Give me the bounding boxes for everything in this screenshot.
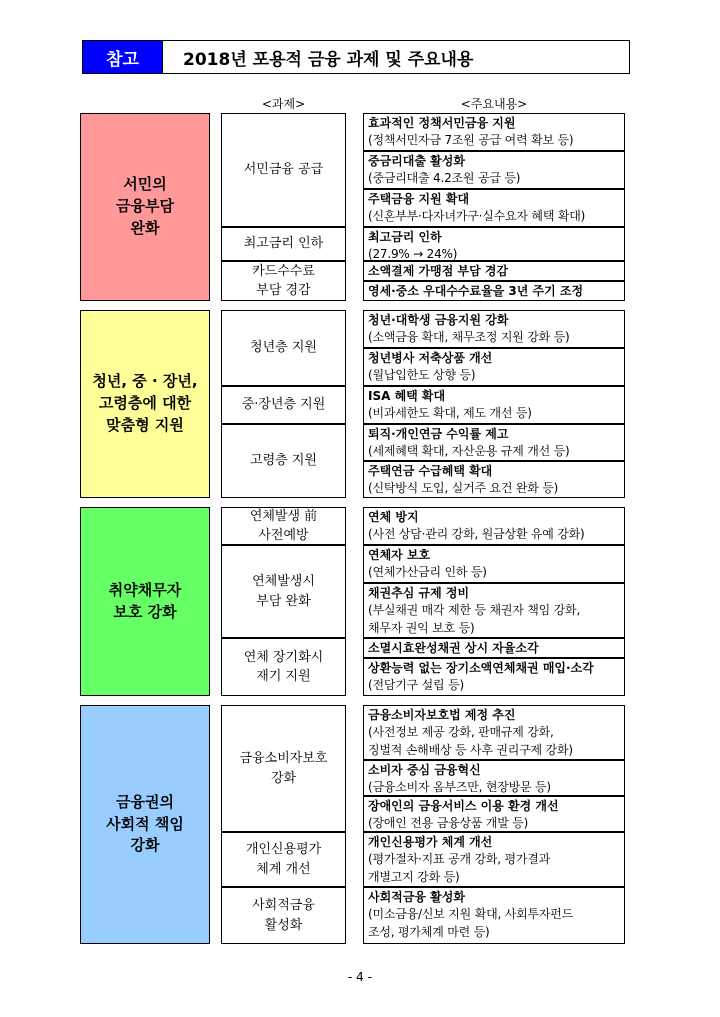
page-title: 2018년 포용적 금융 과제 및 주요내용	[183, 49, 474, 70]
task-label: 고령층 지원	[221, 424, 346, 498]
task-label: 금융소비자보호 강화	[221, 705, 346, 832]
reference-tag: 참고	[83, 41, 163, 73]
content-heading: 소액결제 가맹점 부담 경감	[368, 264, 509, 278]
content-detail: (신혼부부·다자녀가구·실수요자 혜택 확대)	[368, 209, 586, 224]
content-detail: (27.9% → 24%)	[368, 247, 458, 262]
content-item	[363, 386, 625, 424]
task-column-header: <과제>	[261, 97, 306, 111]
content-detail: (세제혜택 확대, 자산운용 규제 개선 등)	[368, 444, 570, 459]
content-column-header: <주요내용>	[460, 97, 528, 111]
task-label: 연체발생 前 사전예방	[221, 507, 346, 545]
content-detail: (사전 상담·관리 강화, 원금상환 유예 강화)	[368, 527, 585, 542]
content-heading: 퇴직·개인연금 수익률 제고	[368, 427, 509, 441]
content-detail: (평가절차·지표 공개 강화, 평가결과 개별고지 강화 등)	[368, 852, 551, 884]
content-item	[363, 545, 625, 583]
content-detail: (전담기구 설립 등)	[368, 678, 464, 693]
content-item	[363, 113, 625, 151]
content-heading: ISA 혜택 확대	[368, 389, 446, 403]
content-item	[363, 189, 625, 227]
task-label: 개인신용평가 체계 개선	[221, 832, 346, 887]
content-item	[363, 261, 625, 281]
content-heading: 청년·대학생 금융지원 강화	[368, 313, 509, 327]
content-detail: (비과세한도 확대, 제도 개선 등)	[368, 406, 532, 421]
content-detail: (부실채권 매각 제한 등 채권자 책임 강화, 채무자 권익 보호 등)	[368, 603, 581, 635]
content-item	[363, 227, 625, 261]
content-detail: (미소금융/신보 지원 확대, 사회투자펀드 조성, 평가체계 마련 등)	[368, 907, 574, 939]
content-heading: 소멸시효완성채권 상시 자율소각	[368, 641, 539, 655]
content-heading: 효과적인 정책서민금융 지원	[368, 116, 516, 130]
content-item	[363, 705, 625, 760]
content-heading: 채권추심 규제 정비	[368, 586, 470, 600]
content-item	[363, 461, 625, 498]
content-item	[363, 281, 625, 301]
task-label: 연체 장기화시 재기 지원	[221, 638, 346, 696]
task-label: 연체발생시 부담 완화	[221, 545, 346, 638]
title-box	[82, 40, 630, 74]
task-label: 사회적금융 활성화	[221, 887, 346, 944]
content-detail: (사전정보 제공 강화, 판매규제 강화, 징벌적 손해배상 등 사후 권리구제 강화)	[368, 725, 573, 757]
content-item	[363, 832, 625, 887]
task-label: 중·장년층 지원	[221, 386, 346, 424]
content-heading: 금융소비자보호법 제정 추진	[368, 708, 516, 722]
content-detail: (정책서민자금 7조원 공급 여력 확보 등)	[368, 133, 574, 148]
content-detail: (장애인 전용 금융상품 개발 등)	[368, 816, 529, 831]
content-item	[363, 760, 625, 796]
content-heading: 장애인의 금융서비스 이용 환경 개선	[368, 799, 559, 813]
section-label-2: 청년, 중 · 장년, 고령층에 대한 맞춤형 지원	[80, 310, 210, 498]
content-detail: (중금리대출 4.2조원 공급 등)	[368, 171, 521, 186]
content-item	[363, 310, 625, 348]
task-label: 최고금리 인하	[221, 227, 346, 261]
content-heading: 상환능력 없는 장기소액연체채권 매입·소각	[368, 661, 594, 675]
content-heading: 중금리대출 활성화	[368, 154, 465, 168]
content-item	[363, 507, 625, 545]
content-heading: 연체 방지	[368, 510, 419, 524]
content-item	[363, 887, 625, 944]
content-detail: (연체가산금리 인하 등)	[368, 565, 487, 580]
content-heading: 영세·중소 우대수수료율을 3년 주기 조정	[368, 284, 584, 298]
task-label: 청년층 지원	[221, 310, 346, 386]
content-detail: (신탁방식 도입, 실거주 요건 완화 등)	[368, 481, 559, 496]
content-item	[363, 348, 625, 386]
content-heading: 청년병사 저축상품 개선	[368, 351, 493, 365]
content-item	[363, 424, 625, 461]
task-label: 카드수수료 부담 경감	[221, 261, 346, 301]
content-heading: 주택금융 지원 확대	[368, 192, 470, 206]
content-heading: 연체자 보호	[368, 548, 431, 562]
section-label-1: 서민의 금융부담 완화	[80, 113, 210, 301]
content-detail: (금융소비자 옴부즈만, 현장방문 등)	[368, 780, 551, 795]
content-heading: 개인신용평가 체계 개선	[368, 835, 493, 849]
content-item	[363, 658, 625, 696]
content-heading: 주택연금 수급혜택 확대	[368, 464, 493, 478]
content-item	[363, 796, 625, 832]
content-detail: (월납입한도 상향 등)	[368, 368, 476, 383]
page-number: - 4 -	[348, 970, 372, 984]
content-item	[363, 638, 625, 658]
task-label: 서민금융 공급	[221, 113, 346, 227]
content-heading: 소비자 중심 금융혁신	[368, 763, 481, 777]
content-item	[363, 583, 625, 638]
content-heading: 사회적금융 활성화	[368, 890, 465, 904]
content-detail: (소액금융 확대, 채무조정 지원 강화 등)	[368, 330, 570, 345]
section-label-4: 금융권의 사회적 책임 강화	[80, 705, 210, 944]
content-heading: 최고금리 인하	[368, 230, 442, 244]
section-label-3: 취약채무자 보호 강화	[80, 507, 210, 696]
content-item	[363, 151, 625, 189]
